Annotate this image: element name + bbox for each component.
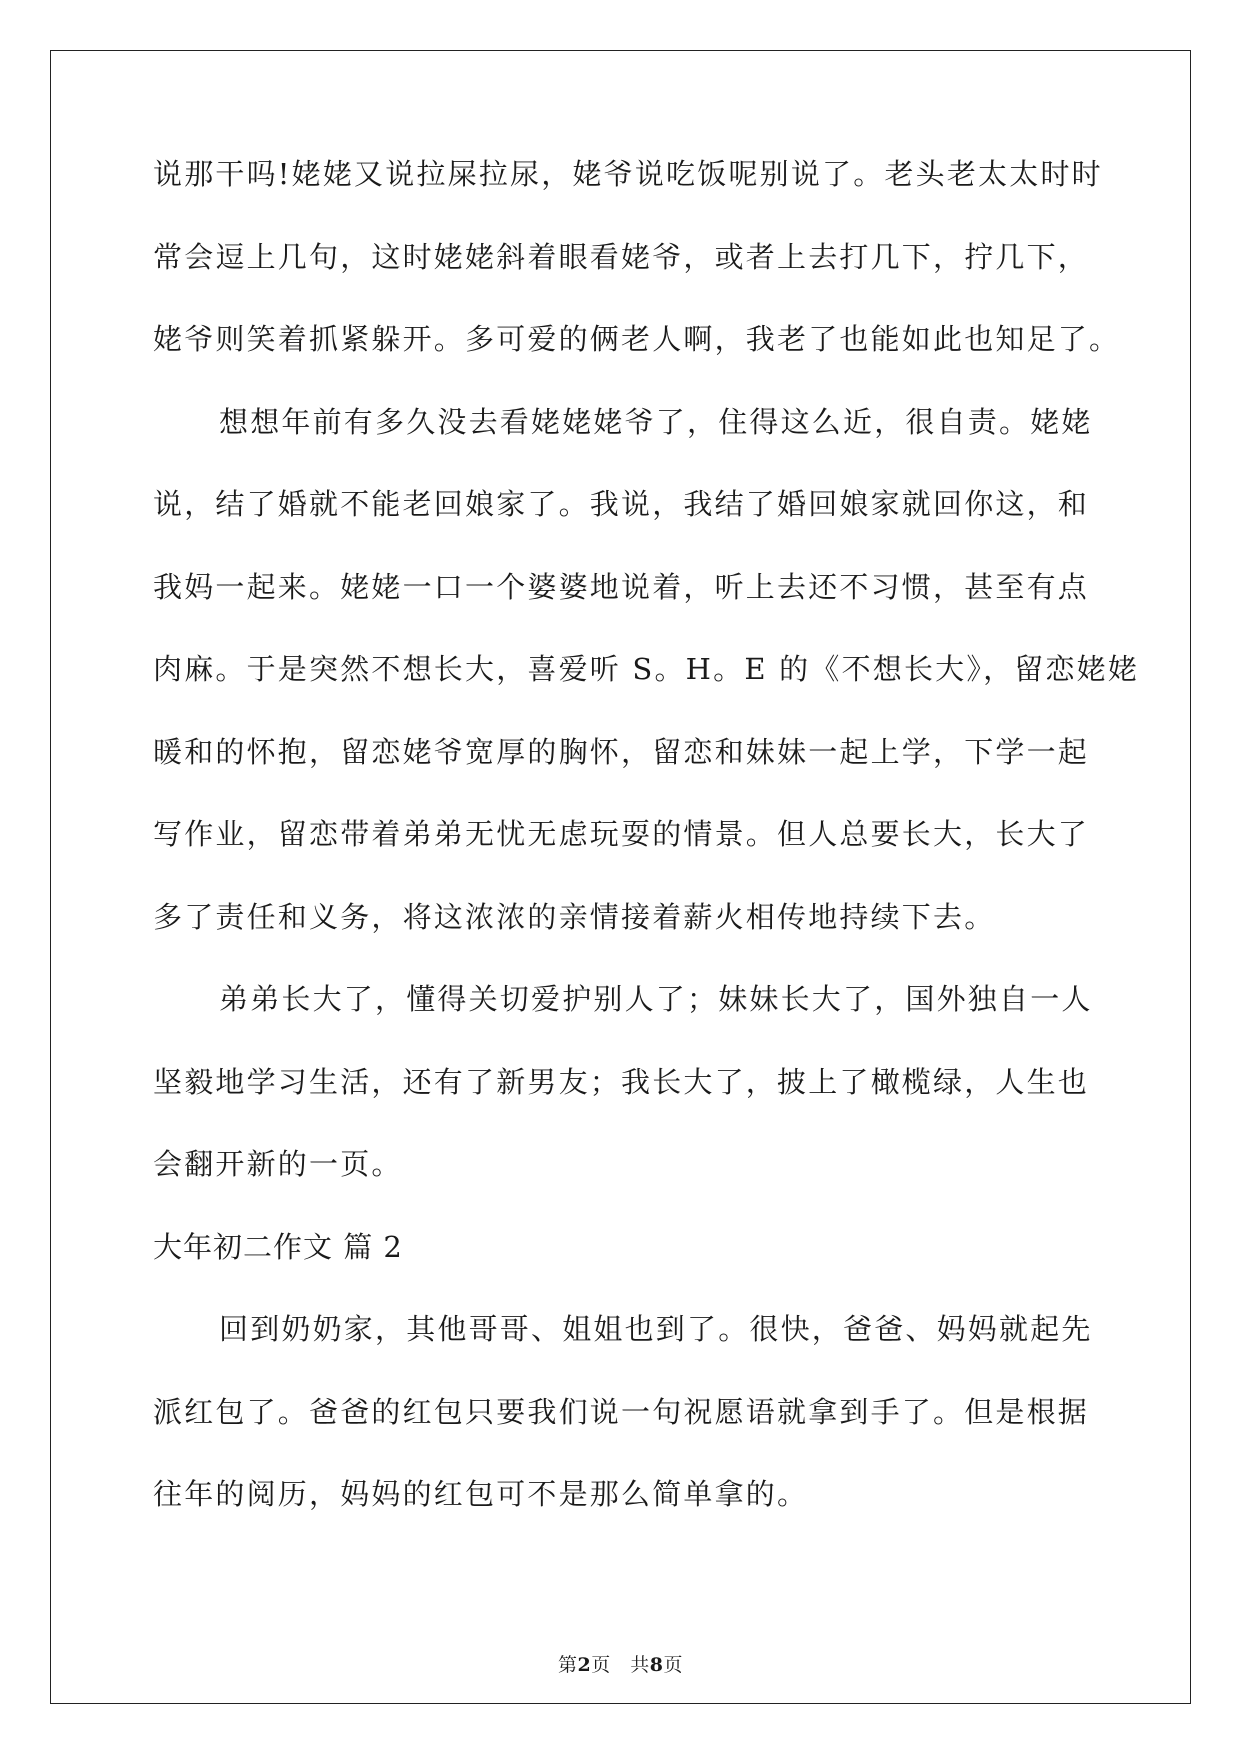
- text-line: 往年的阅历，妈妈的红包可不是那么简单拿的。: [153, 1477, 809, 1511]
- footer-middle: 页 共: [591, 1654, 650, 1676]
- text-line: 多了责任和义务，将这浓浓的亲情接着薪火相传地持续下去。: [153, 899, 996, 934]
- text-line: 会翻开新的一页。: [153, 1147, 403, 1181]
- paragraph-start-line: 弟弟长大了，懂得关切爱护别人了；妹妹长大了，国外独自一人: [219, 982, 1093, 1016]
- text-line: 我妈一起来。姥姥一口一个婆婆地说着，听上去还不习惯，甚至有点: [153, 569, 1090, 604]
- document-body: [153, 157, 1140, 1563]
- footer-prefix: 第: [557, 1654, 578, 1676]
- footer-suffix: 页: [663, 1654, 683, 1676]
- current-page-number: 2: [577, 1654, 592, 1676]
- text-line: 常会逗上几句，这时姥姥斜着眼看姥爷，或者上去打几下，拧几下，: [153, 239, 1090, 274]
- page-footer: [0, 1650, 1241, 1677]
- text-line: 暖和的怀抱，留恋姥爷宽厚的胸怀，留恋和妹妹一起上学，下学一起: [153, 734, 1090, 769]
- text-line: 说那干吗!姥姥又说拉屎拉尿，姥爷说吃饭呢别说了。老头老太太时时: [153, 157, 1103, 191]
- text-line: 写作业，留恋带着弟弟无忧无虑玩耍的情景。但人总要长大，长大了: [153, 817, 1090, 851]
- total-page-number: 8: [649, 1654, 664, 1676]
- paragraph-start-line: 回到奶奶家，其他哥哥、姐姐也到了。很快，爸爸、妈妈就起先: [219, 1312, 1093, 1346]
- section-heading: 大年初二作文 篇 2: [153, 1229, 403, 1264]
- paragraph-start-line: 想想年前有多久没去看姥姥姥爷了，住得这么近，很自责。姥姥: [219, 404, 1093, 439]
- text-line: 肉麻。于是突然不想长大，喜爱听 S。H。E 的《不想长大》，留恋姥姥: [153, 652, 1140, 686]
- text-line: 派红包了。爸爸的红包只要我们说一句祝愿语就拿到手了。但是根据: [153, 1394, 1090, 1429]
- text-line: 姥爷则笑着抓紧躲开。多可爱的俩老人啊，我老了也能如此也知足了。: [153, 322, 1121, 356]
- text-line: 说，结了婚就不能老回娘家了。我说，我结了婚回娘家就回你这，和: [153, 487, 1090, 521]
- text-line: 坚毅地学习生活，还有了新男友；我长大了，披上了橄榄绿，人生也: [153, 1064, 1090, 1099]
